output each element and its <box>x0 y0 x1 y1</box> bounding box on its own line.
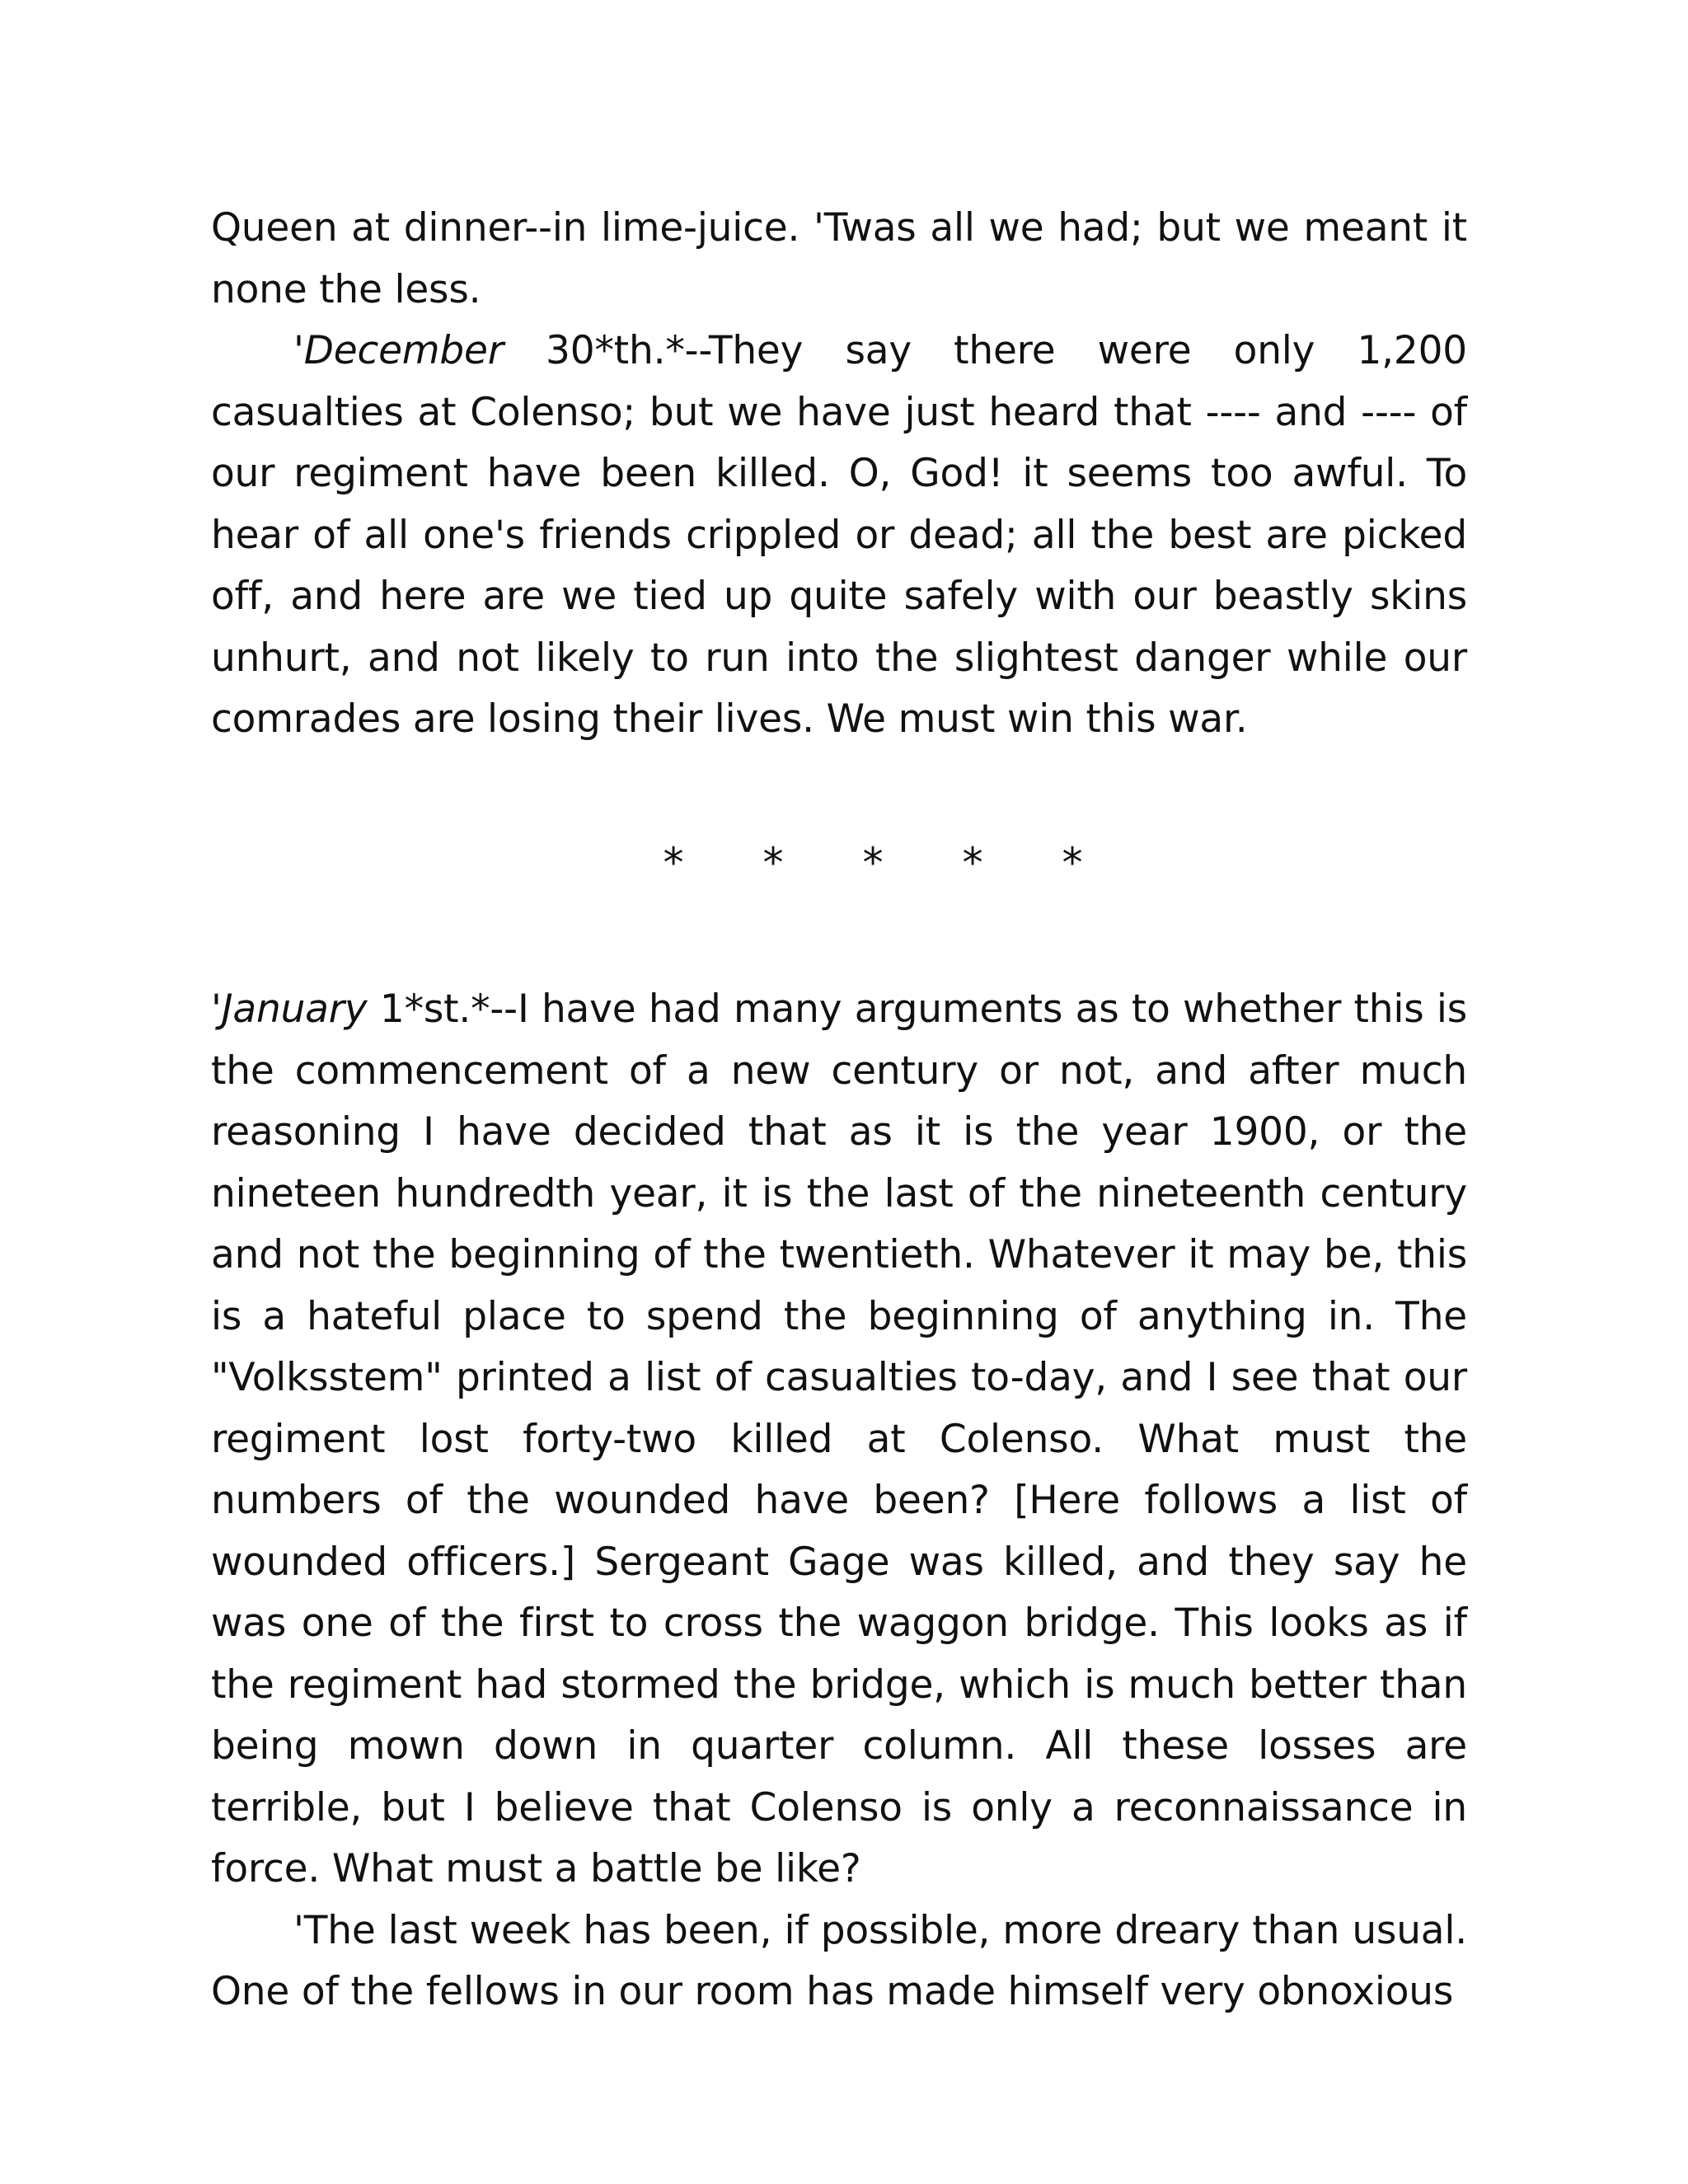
separator-asterisk: * <box>860 839 886 887</box>
italic-date: January <box>221 987 368 1032</box>
separator-asterisk: * <box>959 839 986 887</box>
paragraph-december <box>211 321 1467 751</box>
separator-asterisk: * <box>760 839 786 887</box>
paragraph: 'The last week has been, if possible, more dreary than usual. One of the fellows in our room has made himself very obnoxious <box>211 1907 1467 2014</box>
paragraph: Queen at dinner--in lime-juice. 'Twas all we had; but we meant it none the less. <box>211 205 1467 312</box>
italic-date: December <box>303 328 504 373</box>
section-separator <box>0 834 1688 892</box>
text-fragment: ' <box>211 987 222 1032</box>
text-block-top <box>211 198 1467 751</box>
text-block-bottom <box>211 979 1467 2023</box>
text-fragment: ' <box>293 328 304 373</box>
paragraph-january <box>211 979 1467 1900</box>
separator-asterisk: * <box>660 839 687 887</box>
text-fragment: 1*st.*--I have had many arguments as to whether this is the commencement of a new century or not, and after much reasoning I have decided that as it is the year 1900, or the nineteen hundredth year, it is the last of the nineteenth century and not the beginning of the twentieth. Whatever it may be, this is a hateful place to spend the beginning of anything in. The "Volksstem" printed a list of casualties to-day, and I see that our regiment lost forty-two killed at Colenso. What must the numbers of the wounded have been? [Here follows a list of wounded officers.] Sergeant Gage was killed, and they say he was one of the first to cross the waggon bridge. This looks as if the regiment had stormed the bridge, which is much better than being mown down in quarter column. All these losses are terrible, but I believe that Colenso is only a reconnaissance in force. What must a battle be like? <box>211 987 1467 1891</box>
text-fragment: 30*th.*--They say there were only 1,200 casualties at Colenso; but we have just heard that ---- and ---- of our regiment have been killed. O, God! it seems too awful. To hear of all one's friends crippled or dead; all the best are picked off, and here are we tied up quite safely with our beastly skins unhurt, and not likely to run into the slightest danger while our comrades are losing their lives. We must win this war. <box>211 328 1467 742</box>
separator-asterisk: * <box>1059 839 1085 887</box>
